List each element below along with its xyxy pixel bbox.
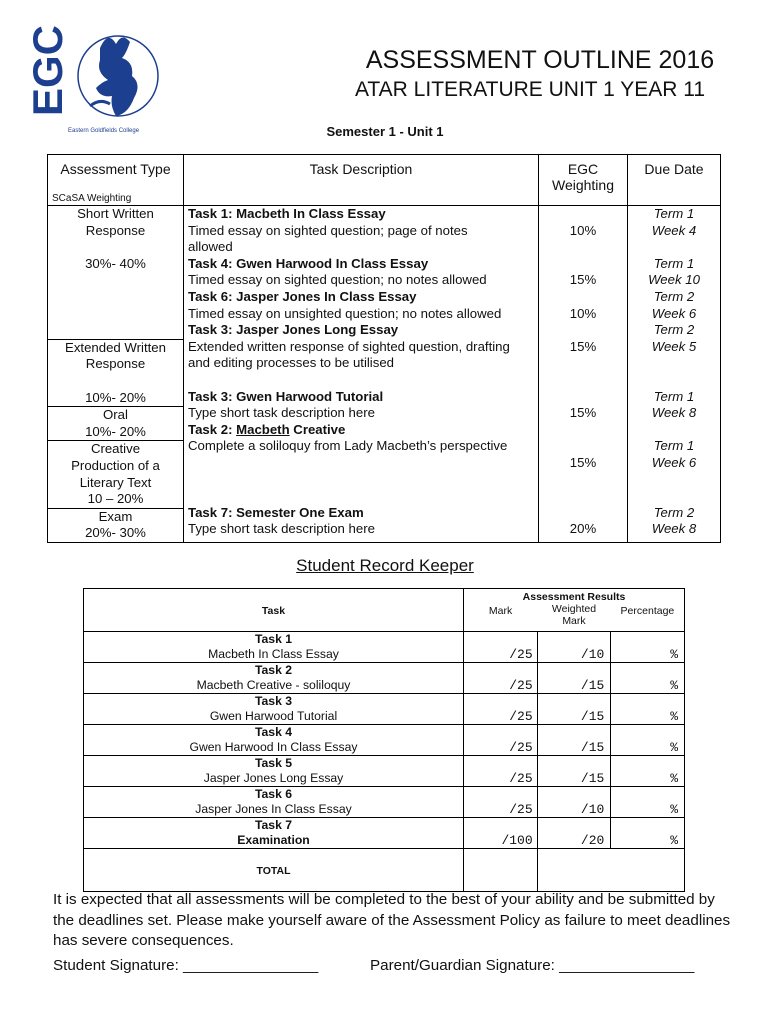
mark-cell[interactable] — [464, 632, 538, 663]
percentage-sign: % — [670, 740, 678, 755]
egc-logo — [24, 24, 165, 138]
assessment-type-line: 10%- 20% — [85, 389, 146, 405]
task-description-line: Task 6: Jasper Jones In Class Essay — [188, 288, 417, 304]
record-task-name: Examination — [237, 833, 310, 847]
record-task-cell — [84, 756, 464, 787]
record-row — [84, 725, 685, 756]
header-due-date: Due Date — [628, 155, 721, 206]
student-record-title: Student Record Keeper — [296, 556, 474, 575]
weighted-mark-cell[interactable] — [537, 632, 611, 663]
weighting-value — [539, 488, 627, 505]
weighting-value — [539, 322, 627, 339]
record-task-number: Task 2 — [254, 663, 293, 677]
total-result-cell[interactable] — [537, 849, 684, 892]
due-date-line: Term 2 — [653, 288, 695, 304]
record-task-name: Gwen Harwood Tutorial — [209, 709, 338, 723]
weighting-value: 15% — [569, 338, 597, 354]
task-description-line: allowed — [188, 239, 233, 255]
task-description-line: Type short task description here — [188, 405, 375, 421]
task-description-line: Task 1: Macbeth In Class Essay — [188, 206, 386, 221]
task-description-line: Task 3: Jasper Jones Long Essay — [188, 322, 399, 338]
assessment-type-line: Response — [85, 356, 146, 372]
assessment-type-line: 10 – 20% — [87, 491, 144, 507]
total-mark-cell[interactable] — [464, 849, 538, 892]
record-task-name: Jasper Jones In Class Essay — [195, 802, 352, 816]
record-task-cell — [84, 694, 464, 725]
record-row — [84, 787, 685, 818]
policy-paragraph: It is expected that all assessments will be completed to the best of your ability and be submitted by the deadlines set. Please make yourself aware of the Assessment Policy as failure to meet deadlines has severe consequences. — [53, 891, 731, 949]
header-scasa-weighting: SCaSA Weighting — [52, 193, 132, 204]
record-task-cell — [84, 725, 464, 756]
due-date-line: Week 10 — [648, 272, 700, 288]
mark-header: Mark — [464, 603, 538, 632]
logo-caption: Eastern Goldfields College — [68, 128, 140, 134]
mark-cell[interactable] — [464, 818, 538, 849]
task-description-line: Timed essay on unsighted question; no notes allowed — [188, 305, 502, 321]
assessment-type-line — [48, 306, 183, 323]
task-description-line: Task 7: Semester One Exam — [188, 504, 364, 520]
due-date-line: Term 1 — [653, 206, 695, 221]
task-description-line: Timed essay on sighted question; page of notes — [188, 222, 468, 238]
due-date-line — [628, 372, 720, 389]
due-date-line: Week 6 — [651, 305, 697, 321]
student-record-table — [83, 588, 685, 892]
weighted-mark-cell[interactable] — [537, 725, 611, 756]
max-weighted-mark: /10 — [580, 802, 605, 817]
mark-cell[interactable] — [464, 725, 538, 756]
weighting-value — [539, 389, 627, 406]
weighted-mark-header: Weighted Mark — [537, 603, 611, 632]
max-weighted-mark: /20 — [580, 833, 605, 848]
due-date-line — [628, 355, 720, 372]
total-label-cell: TOTAL — [84, 849, 464, 892]
weighted-mark-cell[interactable] — [537, 756, 611, 787]
record-row — [84, 756, 685, 787]
assessment-type-line — [48, 272, 183, 289]
task-description-line: Timed essay on sighted question; no notes allowed — [188, 272, 487, 288]
weighting-value: 10% — [569, 305, 597, 321]
weighting-value — [539, 505, 627, 522]
weighting-value: 15% — [569, 454, 597, 470]
record-row — [84, 694, 685, 725]
weighted-mark-cell[interactable] — [537, 694, 611, 725]
percentage-cell[interactable] — [611, 818, 685, 849]
weighting-value — [539, 422, 627, 439]
outline-body-row — [48, 206, 721, 543]
assessment-type-line: Oral — [48, 406, 183, 424]
percentage-cell[interactable] — [611, 725, 685, 756]
record-task-name: Gwen Harwood In Class Essay — [189, 740, 358, 754]
record-task-number: Task 4 — [254, 725, 293, 739]
weighting-value — [539, 472, 627, 489]
max-weighted-mark: /10 — [580, 647, 605, 662]
due-date-line: Term 1 — [653, 255, 695, 271]
description-column — [184, 206, 539, 543]
assessment-type-line — [48, 289, 183, 306]
record-header-row-1 — [84, 589, 685, 604]
mark-cell[interactable] — [464, 756, 538, 787]
outline-header-row — [48, 155, 721, 206]
header-assessment-type: Assessment Type SCaSA Weighting — [48, 155, 184, 206]
assessment-type-line — [48, 373, 183, 390]
due-date-line: Term 1 — [653, 388, 695, 404]
due-date-line: Term 2 — [653, 504, 695, 520]
weighted-mark-cell[interactable] — [537, 818, 611, 849]
assessment-type-line: Production of a — [71, 457, 160, 473]
record-task-number: Task 5 — [254, 756, 293, 770]
assessment-type-line: 10%- 20% — [85, 423, 146, 439]
due-date-line: Week 8 — [651, 521, 697, 537]
assessment-outline-table — [47, 154, 721, 543]
record-task-number: Task 7 — [254, 818, 293, 832]
weighted-mark-cell[interactable] — [537, 787, 611, 818]
due-date-line: Term 2 — [653, 322, 695, 338]
weighting-value — [539, 372, 627, 389]
weighting-value — [539, 239, 627, 256]
percentage-sign: % — [670, 771, 678, 786]
due-date-line: Week 8 — [651, 405, 697, 421]
record-task-name: Macbeth Creative - soliloquy — [196, 678, 351, 692]
assessment-type-line: Response — [85, 222, 146, 238]
record-task-name: Macbeth In Class Essay — [208, 647, 339, 661]
due-date-line — [628, 239, 720, 256]
weighting-value: 15% — [569, 272, 597, 288]
record-task-number: Task 1 — [254, 632, 293, 646]
weighting-value — [539, 438, 627, 455]
type-column — [48, 206, 184, 543]
task-description-line: Task 2: Macbeth Creative — [188, 421, 346, 437]
mark-cell[interactable] — [464, 663, 538, 694]
weighting-value — [539, 355, 627, 372]
weighting-value — [539, 256, 627, 273]
percentage-cell[interactable] — [611, 663, 685, 694]
record-task-number: Task 6 — [254, 787, 293, 801]
mark-cell[interactable] — [464, 787, 538, 818]
record-row — [84, 663, 685, 694]
task-description-line: and editing processes to be utilised — [188, 355, 395, 371]
weighting-value — [539, 206, 627, 223]
assessment-type-line: Exam — [48, 508, 183, 526]
due-date-line: Term 1 — [653, 438, 695, 454]
record-task-header: Task — [84, 589, 464, 632]
assessment-type-line — [48, 239, 183, 256]
assessment-type-line: Literary Text — [79, 474, 152, 490]
weighted-mark-cell[interactable] — [537, 663, 611, 694]
due-date-line — [628, 488, 720, 505]
record-task-number: Task 3 — [254, 694, 293, 708]
semester-label: Semester 1 - Unit 1 — [326, 124, 444, 139]
percentage-header: Percentage — [611, 603, 685, 632]
max-weighted-mark: /15 — [580, 709, 605, 724]
due-date-line — [628, 422, 720, 439]
assessment-type-line: Extended Written — [48, 339, 183, 357]
record-task-cell — [84, 663, 464, 694]
student-signature[interactable]: Student Signature: ________________ — [53, 957, 319, 974]
max-mark: /25 — [509, 771, 533, 786]
header-task-description: Task Description — [184, 155, 539, 206]
weighting-column — [539, 206, 628, 543]
assessment-type-line: Creative — [48, 440, 183, 458]
record-row — [84, 632, 685, 663]
task-description-line: Complete a soliloquy from Lady Macbeth’s perspective — [188, 438, 508, 454]
task-description-line: Type short task description here — [188, 521, 375, 537]
weighting-value: 10% — [569, 222, 597, 238]
weighting-value — [539, 289, 627, 306]
task-description-line: Task 3: Gwen Harwood Tutorial — [188, 388, 384, 404]
assessment-type-line: 20%- 30% — [85, 525, 146, 541]
task-description-line — [184, 472, 538, 489]
percentage-sign: % — [670, 833, 678, 848]
logo-letters: EGC — [24, 24, 71, 116]
assessment-type-line: Short Written — [77, 206, 154, 221]
percentage-sign: % — [670, 678, 678, 693]
percentage-cell[interactable] — [611, 694, 685, 725]
header-egc-weighting: EGC Weighting — [539, 155, 628, 206]
percentage-sign: % — [670, 709, 678, 724]
due-date-column — [628, 206, 721, 543]
percentage-cell[interactable] — [611, 787, 685, 818]
due-date-line: Week 4 — [651, 222, 697, 238]
task-description-line — [184, 455, 538, 472]
max-mark: /25 — [509, 709, 533, 724]
griffin-icon — [96, 37, 138, 116]
due-date-line: Week 5 — [651, 338, 697, 354]
percentage-sign: % — [670, 802, 678, 817]
record-task-cell — [84, 787, 464, 818]
mark-cell[interactable] — [464, 694, 538, 725]
weighting-value: 15% — [569, 405, 597, 421]
record-task-name: Jasper Jones Long Essay — [203, 771, 344, 785]
task-description-line — [184, 488, 538, 505]
max-mark: /100 — [501, 833, 533, 848]
percentage-cell[interactable] — [611, 632, 685, 663]
record-task-cell — [84, 818, 464, 849]
parent-signature[interactable]: Parent/Guardian Signature: ________________ — [370, 957, 695, 974]
max-weighted-mark: /15 — [580, 771, 605, 786]
due-date-line: Week 6 — [651, 454, 697, 470]
total-row — [84, 849, 685, 892]
max-mark: /25 — [509, 678, 533, 693]
page-subtitle: ATAR LITERATURE UNIT 1 YEAR 11 — [354, 78, 706, 101]
assessment-results-header: Assessment Results — [464, 589, 685, 604]
max-weighted-mark: /15 — [580, 678, 605, 693]
max-mark: /25 — [509, 740, 533, 755]
assessment-type-line: 30%- 40% — [85, 255, 146, 271]
weighting-value: 20% — [569, 521, 597, 537]
task-description-line: Extended written response of sighted question, drafting — [188, 338, 510, 354]
assessment-type-line — [48, 322, 183, 339]
percentage-cell[interactable] — [611, 756, 685, 787]
record-task-cell — [84, 632, 464, 663]
page-title: ASSESSMENT OUTLINE 2016 — [365, 46, 715, 74]
percentage-sign: % — [670, 647, 678, 662]
task-description-line — [184, 372, 538, 389]
max-weighted-mark: /15 — [580, 740, 605, 755]
due-date-line — [628, 472, 720, 489]
task-description-line: Task 4: Gwen Harwood In Class Essay — [188, 255, 429, 271]
max-mark: /25 — [509, 647, 533, 662]
max-mark: /25 — [509, 802, 533, 817]
record-row — [84, 818, 685, 849]
